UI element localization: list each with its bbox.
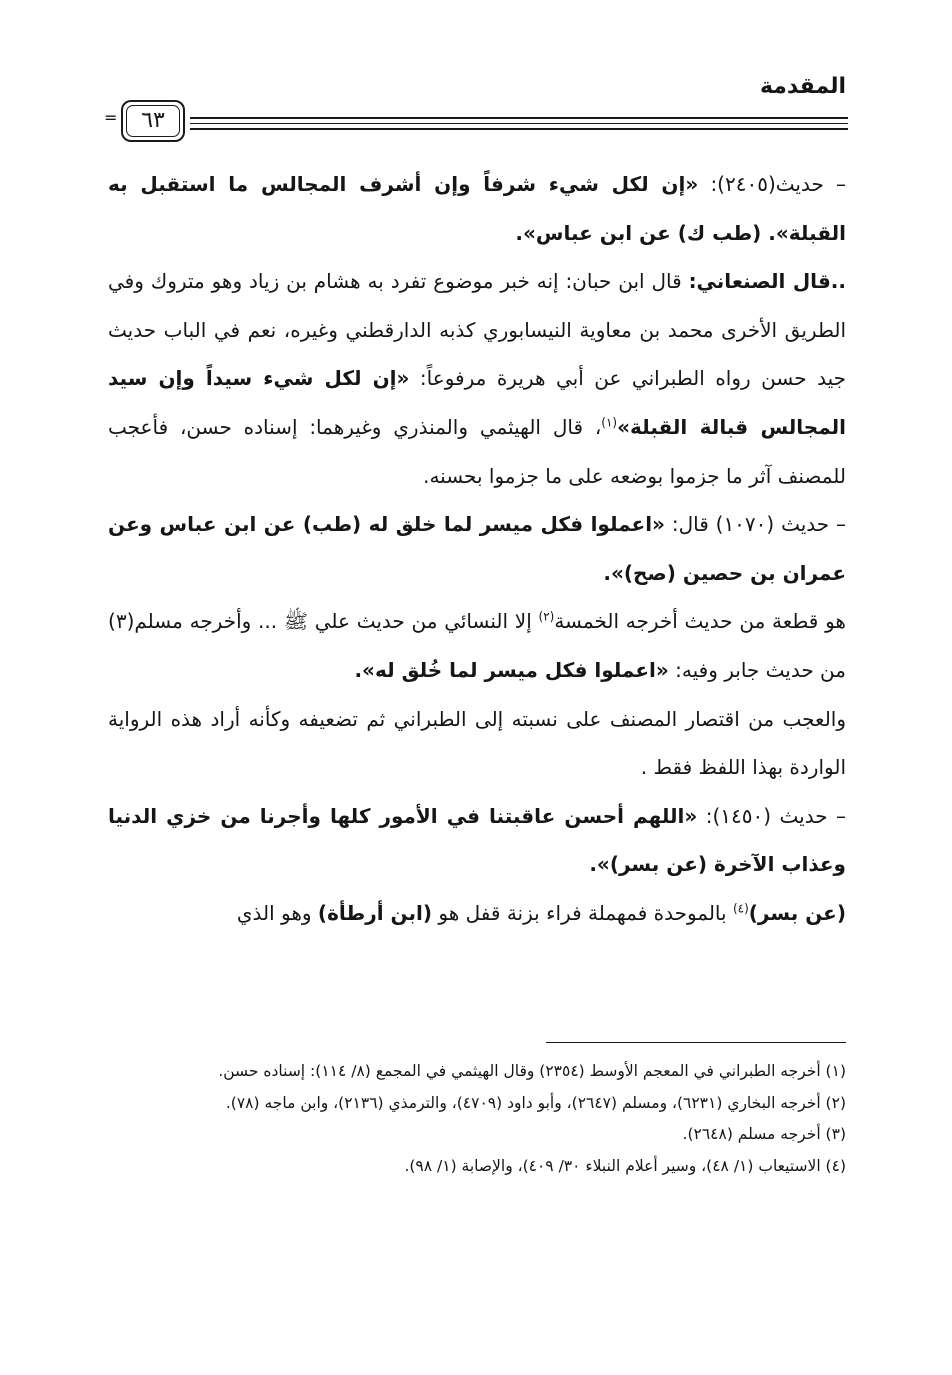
hadith-quote: «إن لكل شيء شرفاً وإن أشرف المجالس ما استقبل به القبلة». (طب ك) عن ابن عباس». (108, 172, 846, 245)
page-number-frame (121, 100, 185, 142)
footnote-2: (٢) أخرجه البخاري (٦٢٣١)، ومسلم (٢٦٤٧)، وأبو داود (٤٧٠٩)، والترمذي (٢١٣٦)، وابن ماجه (٧٨). (225, 1093, 846, 1112)
hadith-quote: «اعملوا فكل ميسر لما خلق له (طب) عن ابن عباس وعن عمران بن حصين (صح)». (108, 512, 846, 585)
comment-text: وهو الذي (236, 900, 318, 925)
footnote-separator (546, 1042, 846, 1043)
paragraph-hadith-1070 (108, 500, 846, 597)
comment-text: ، قال الهيثمي والمنذري وغيرهما: إسناده حسن، فأعجب للمصنف آثر ما جزموا بوضعه على ما جزموا بحسنه. (108, 414, 846, 488)
narrator-name: (ابن أرطأة) (317, 900, 433, 925)
header-rule (190, 123, 848, 124)
narrator-name: (عن بسر) (748, 900, 846, 925)
comment-text: والعجب من اقتصار المصنف على نسبته إلى الطبراني ثم تضعيفه وكأنه أراد هذه الرواية الواردة بهذا اللفظ فقط . (108, 706, 846, 780)
page-number-mark: = (104, 108, 118, 127)
footnote-ref: (١) (601, 415, 618, 430)
comment-text: إلا النسائي من حديث علي ﷺ ... وأخرجه مسلم(٣) من حديث جابر وفيه: (108, 609, 846, 682)
commentator-label: ..قال الصنعاني: (688, 269, 846, 294)
paragraph-takhrij (108, 597, 846, 694)
footnote-ref: (٢) (538, 609, 555, 624)
comment-text: هو قطعة من حديث أخرجه الخمسة (554, 609, 846, 634)
main-text (108, 160, 846, 938)
comment-text: قال ابن حبان: إنه خبر موضوع تفرد به هشام بن زياد وهو متروك وفي الطريق الأخرى محمد بن معاوية النيسابوري كذبه الدارقطني وغيره، نعم في الباب حديث جيد حسن رواه الطبراني عن أبي هريرة مرفوعاً: (108, 269, 846, 391)
paragraph-sanani-comment (108, 257, 846, 500)
header-rule (190, 117, 848, 119)
paragraph-remark (108, 695, 846, 792)
hadith-quote: «اعملوا فكل ميسر لما خُلق له». (354, 657, 669, 682)
hadith-lead: – حديث (١٠٧٠) قال: (664, 512, 846, 537)
hadith-lead: – حديث(٢٤٠٥): (698, 172, 847, 196)
footnote-1: (١) أخرجه الطبراني في المعجم الأوسط (٢٣٥٤) وقال الهيثمي في المجمع (٨/ ١١٤): إسناده حسن. (218, 1062, 846, 1080)
header-rule (190, 128, 848, 130)
hadith-quote: «اللهم أحسن عاقبتنا في الأمور كلها وأجرنا من خزي الدنيا وعذاب الآخرة (عن بسر)». (108, 803, 846, 877)
hadith-lead: – حديث (١٤٥٠): (697, 803, 846, 828)
comment-text: بالموحدة فمهملة فراء بزنة قفل هو (432, 900, 733, 925)
paragraph-hadith-2405 (108, 160, 846, 257)
footnote-ref: (٤) (732, 901, 749, 916)
hadith-quote: «إن لكل شيء سيداً وإن سيد المجالس قبالة القبلة» (108, 366, 846, 439)
chapter-title: المقدمة (759, 74, 846, 99)
page-number: ٦٣ (141, 108, 165, 133)
footnote-4: (٤) الاستيعاب (١/ ٤٨)، وسير أعلام النبلاء ٣٠/ ٤٠٩)، والإصابة (١/ ٩٨). (404, 1156, 846, 1175)
footnotes (108, 1056, 846, 1182)
paragraph-narrator-note (108, 889, 846, 938)
footnote-3: (٣) أخرجه مسلم (٢٦٤٨). (682, 1125, 846, 1143)
paragraph-hadith-1450 (108, 792, 846, 889)
